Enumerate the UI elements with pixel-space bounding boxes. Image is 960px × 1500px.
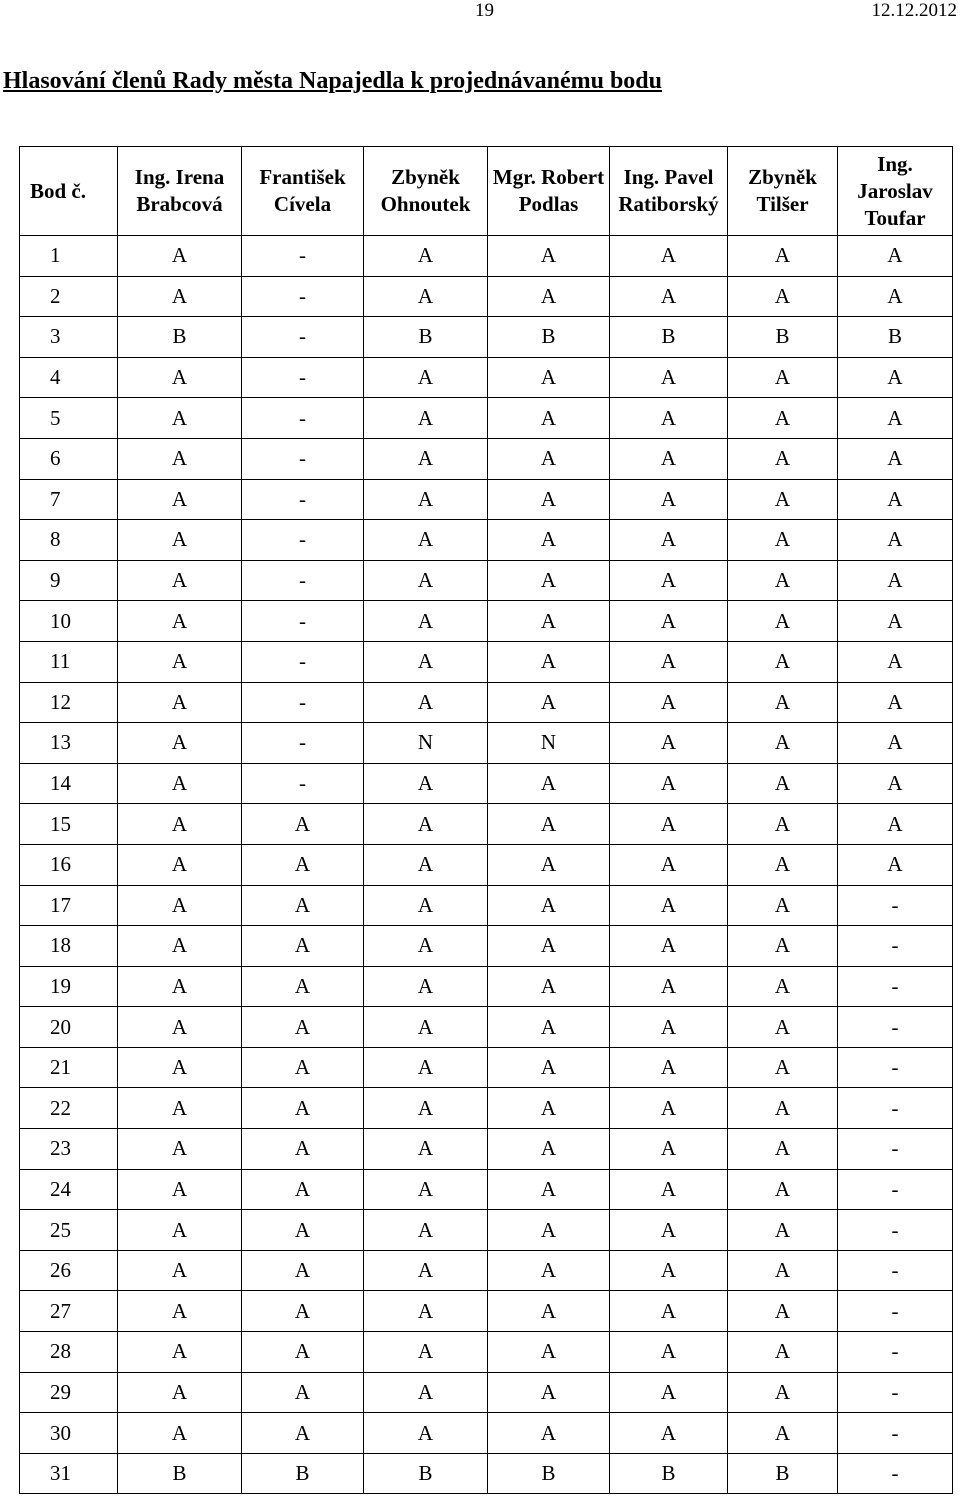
vote-cell: A: [242, 1007, 364, 1048]
column-header-member: Ing. Jaroslav Toufar: [838, 147, 953, 236]
vote-cell: A: [242, 1413, 364, 1454]
vote-cell: A: [118, 520, 242, 561]
vote-cell: -: [242, 398, 364, 439]
vote-cell: A: [610, 844, 728, 885]
vote-cell: -: [242, 276, 364, 317]
vote-cell: A: [610, 1007, 728, 1048]
table-row: [20, 601, 953, 642]
vote-cell: A: [488, 1047, 610, 1088]
table-row: [20, 357, 953, 398]
vote-cell: A: [488, 1169, 610, 1210]
table-header-row: [20, 147, 953, 236]
vote-cell: -: [242, 520, 364, 561]
vote-cell: A: [728, 276, 838, 317]
vote-cell: A: [364, 1332, 488, 1373]
vote-cell: A: [728, 926, 838, 967]
vote-cell: -: [242, 763, 364, 804]
vote-cell: A: [364, 357, 488, 398]
vote-cell: A: [838, 844, 953, 885]
table-row: [20, 885, 953, 926]
vote-cell: -: [242, 641, 364, 682]
vote-cell: A: [488, 763, 610, 804]
item-number-cell: 4: [20, 357, 118, 398]
item-number-cell: 16: [20, 844, 118, 885]
vote-cell: A: [364, 1413, 488, 1454]
item-number-cell: 13: [20, 723, 118, 764]
vote-cell: A: [838, 479, 953, 520]
vote-cell: A: [610, 1088, 728, 1129]
vote-cell: -: [242, 438, 364, 479]
vote-cell: A: [610, 1169, 728, 1210]
vote-cell: A: [838, 560, 953, 601]
page-title: Hlasování členů Rady města Napajedla k projednávanému bodu: [3, 68, 662, 94]
vote-cell: A: [610, 357, 728, 398]
vote-cell: A: [364, 1372, 488, 1413]
vote-cell: B: [728, 317, 838, 358]
vote-cell: -: [242, 236, 364, 277]
vote-cell: A: [242, 1332, 364, 1373]
vote-cell: A: [610, 601, 728, 642]
vote-cell: B: [118, 317, 242, 358]
vote-cell: A: [118, 1372, 242, 1413]
item-number-cell: 7: [20, 479, 118, 520]
vote-cell: A: [728, 1413, 838, 1454]
vote-cell: A: [364, 479, 488, 520]
vote-cell: A: [242, 1169, 364, 1210]
vote-cell: -: [242, 317, 364, 358]
vote-cell: A: [364, 1129, 488, 1170]
vote-cell: A: [610, 560, 728, 601]
vote-cell: A: [728, 1372, 838, 1413]
vote-cell: B: [488, 317, 610, 358]
table-row: [20, 1372, 953, 1413]
column-header-member: Zbyněk Tilšer: [728, 147, 838, 236]
vote-cell: A: [118, 1169, 242, 1210]
item-number-cell: 19: [20, 966, 118, 1007]
item-number-cell: 17: [20, 885, 118, 926]
vote-cell: A: [610, 926, 728, 967]
table-body: [20, 236, 953, 1494]
vote-cell: A: [488, 885, 610, 926]
vote-cell: -: [838, 1169, 953, 1210]
vote-cell: A: [364, 560, 488, 601]
vote-cell: A: [610, 1250, 728, 1291]
vote-cell: A: [118, 1332, 242, 1373]
vote-cell: A: [118, 479, 242, 520]
vote-cell: A: [242, 1250, 364, 1291]
vote-cell: A: [488, 641, 610, 682]
vote-cell: A: [728, 1007, 838, 1048]
table-row: [20, 398, 953, 439]
page-number: 19: [475, 0, 494, 21]
item-number-cell: 14: [20, 763, 118, 804]
item-number-cell: 30: [20, 1413, 118, 1454]
vote-cell: A: [488, 682, 610, 723]
vote-cell: A: [610, 1332, 728, 1373]
vote-cell: A: [364, 1210, 488, 1251]
vote-cell: A: [728, 479, 838, 520]
item-number-cell: 26: [20, 1250, 118, 1291]
vote-cell: A: [242, 804, 364, 845]
vote-cell: A: [728, 236, 838, 277]
vote-cell: A: [488, 844, 610, 885]
vote-cell: A: [118, 560, 242, 601]
vote-cell: -: [838, 1210, 953, 1251]
vote-cell: A: [364, 1169, 488, 1210]
vote-cell: A: [242, 1047, 364, 1088]
vote-cell: A: [364, 763, 488, 804]
table-row: [20, 682, 953, 723]
table-row: [20, 723, 953, 764]
vote-cell: A: [728, 1169, 838, 1210]
vote-cell: A: [728, 1129, 838, 1170]
vote-cell: A: [728, 723, 838, 764]
vote-cell: A: [610, 1047, 728, 1088]
vote-cell: A: [118, 1007, 242, 1048]
vote-cell: A: [728, 682, 838, 723]
vote-cell: A: [610, 1372, 728, 1413]
vote-cell: -: [838, 1088, 953, 1129]
vote-cell: A: [118, 1047, 242, 1088]
table-row: [20, 438, 953, 479]
vote-cell: A: [838, 276, 953, 317]
vote-cell: A: [610, 479, 728, 520]
vote-cell: A: [610, 276, 728, 317]
item-number-cell: 10: [20, 601, 118, 642]
item-number-cell: 5: [20, 398, 118, 439]
vote-cell: A: [488, 1129, 610, 1170]
vote-cell: A: [488, 560, 610, 601]
column-header-member: Mgr. Robert Podlas: [488, 147, 610, 236]
vote-cell: -: [838, 1413, 953, 1454]
vote-cell: A: [488, 1250, 610, 1291]
vote-cell: A: [728, 520, 838, 561]
vote-cell: A: [364, 1088, 488, 1129]
vote-cell: -: [838, 1047, 953, 1088]
vote-cell: A: [838, 804, 953, 845]
vote-cell: A: [488, 1210, 610, 1251]
vote-cell: -: [242, 601, 364, 642]
vote-cell: A: [118, 885, 242, 926]
item-number-cell: 9: [20, 560, 118, 601]
vote-cell: -: [838, 966, 953, 1007]
item-number-cell: 15: [20, 804, 118, 845]
vote-cell: B: [610, 317, 728, 358]
vote-cell: A: [838, 601, 953, 642]
vote-cell: A: [488, 236, 610, 277]
vote-cell: A: [364, 1007, 488, 1048]
item-number-cell: 3: [20, 317, 118, 358]
table-row: [20, 560, 953, 601]
vote-cell: A: [838, 438, 953, 479]
vote-cell: A: [728, 601, 838, 642]
vote-cell: A: [364, 926, 488, 967]
table-row: [20, 1007, 953, 1048]
vote-cell: B: [364, 1453, 488, 1494]
table-row: [20, 804, 953, 845]
vote-cell: A: [364, 1291, 488, 1332]
vote-cell: -: [838, 1007, 953, 1048]
vote-cell: A: [118, 966, 242, 1007]
vote-cell: A: [488, 601, 610, 642]
vote-cell: A: [728, 763, 838, 804]
vote-cell: A: [118, 723, 242, 764]
vote-cell: A: [118, 804, 242, 845]
vote-cell: A: [118, 1210, 242, 1251]
vote-cell: A: [488, 1372, 610, 1413]
vote-cell: A: [488, 1007, 610, 1048]
vote-cell: B: [728, 1453, 838, 1494]
table-row: [20, 1413, 953, 1454]
table-row: [20, 236, 953, 277]
vote-cell: A: [610, 804, 728, 845]
column-header-member: Zbyněk Ohnoutek: [364, 147, 488, 236]
vote-cell: A: [242, 926, 364, 967]
vote-cell: A: [728, 1332, 838, 1373]
vote-cell: -: [838, 1129, 953, 1170]
vote-cell: A: [364, 804, 488, 845]
vote-cell: A: [364, 236, 488, 277]
vote-cell: A: [118, 641, 242, 682]
vote-cell: B: [610, 1453, 728, 1494]
vote-cell: A: [728, 357, 838, 398]
vote-cell: -: [242, 723, 364, 764]
table-row: [20, 479, 953, 520]
vote-cell: A: [838, 641, 953, 682]
column-header-member: Ing. Pavel Ratiborský: [610, 147, 728, 236]
item-number-cell: 18: [20, 926, 118, 967]
table-row: [20, 1453, 953, 1494]
vote-cell: A: [610, 1129, 728, 1170]
item-number-cell: 27: [20, 1291, 118, 1332]
table-row: [20, 641, 953, 682]
vote-cell: A: [728, 560, 838, 601]
item-number-cell: 12: [20, 682, 118, 723]
vote-cell: A: [728, 885, 838, 926]
vote-cell: A: [364, 966, 488, 1007]
vote-cell: A: [728, 1250, 838, 1291]
document-date: 12.12.2012: [871, 0, 957, 21]
vote-cell: A: [488, 520, 610, 561]
item-number-cell: 24: [20, 1169, 118, 1210]
column-header-bod: Bod č.: [20, 147, 118, 236]
item-number-cell: 8: [20, 520, 118, 561]
item-number-cell: 11: [20, 641, 118, 682]
vote-cell: -: [838, 1453, 953, 1494]
vote-cell: A: [728, 844, 838, 885]
table-row: [20, 1047, 953, 1088]
vote-cell: A: [118, 1413, 242, 1454]
vote-cell: A: [488, 1291, 610, 1332]
vote-cell: A: [488, 276, 610, 317]
vote-cell: A: [838, 723, 953, 764]
table-row: [20, 1169, 953, 1210]
vote-cell: A: [488, 1332, 610, 1373]
vote-cell: A: [118, 1088, 242, 1129]
vote-cell: A: [242, 844, 364, 885]
vote-cell: A: [242, 1088, 364, 1129]
table-row: [20, 763, 953, 804]
vote-cell: A: [118, 844, 242, 885]
vote-cell: A: [118, 601, 242, 642]
vote-cell: A: [488, 1413, 610, 1454]
vote-cell: A: [610, 236, 728, 277]
item-number-cell: 29: [20, 1372, 118, 1413]
item-number-cell: 1: [20, 236, 118, 277]
vote-cell: A: [728, 398, 838, 439]
vote-cell: A: [118, 682, 242, 723]
vote-cell: N: [364, 723, 488, 764]
vote-cell: A: [610, 763, 728, 804]
column-header-member: František Cívela: [242, 147, 364, 236]
vote-cell: A: [488, 438, 610, 479]
item-number-cell: 28: [20, 1332, 118, 1373]
vote-cell: A: [364, 398, 488, 439]
table-row: [20, 844, 953, 885]
item-number-cell: 23: [20, 1129, 118, 1170]
vote-cell: -: [242, 357, 364, 398]
vote-cell: A: [364, 885, 488, 926]
item-number-cell: 20: [20, 1007, 118, 1048]
vote-cell: A: [838, 520, 953, 561]
vote-cell: N: [488, 723, 610, 764]
vote-cell: B: [242, 1453, 364, 1494]
vote-cell: A: [488, 357, 610, 398]
table-row: [20, 1210, 953, 1251]
vote-cell: A: [838, 398, 953, 439]
vote-cell: A: [118, 357, 242, 398]
vote-cell: A: [242, 1372, 364, 1413]
vote-cell: A: [610, 966, 728, 1007]
vote-cell: A: [364, 682, 488, 723]
vote-cell: A: [118, 398, 242, 439]
vote-cell: A: [838, 763, 953, 804]
vote-cell: A: [728, 438, 838, 479]
vote-cell: A: [488, 804, 610, 845]
vote-cell: A: [364, 844, 488, 885]
table-row: [20, 926, 953, 967]
vote-cell: A: [242, 1129, 364, 1170]
vote-cell: A: [364, 601, 488, 642]
vote-cell: A: [118, 438, 242, 479]
vote-cell: A: [838, 357, 953, 398]
vote-cell: A: [364, 520, 488, 561]
vote-cell: A: [728, 966, 838, 1007]
vote-cell: A: [610, 641, 728, 682]
table-row: [20, 1129, 953, 1170]
vote-cell: -: [838, 1291, 953, 1332]
vote-cell: A: [118, 1129, 242, 1170]
vote-cell: A: [488, 479, 610, 520]
item-number-cell: 2: [20, 276, 118, 317]
vote-cell: -: [242, 479, 364, 520]
vote-cell: A: [728, 804, 838, 845]
vote-cell: -: [838, 1250, 953, 1291]
table-row: [20, 1332, 953, 1373]
vote-cell: A: [728, 1210, 838, 1251]
vote-cell: A: [728, 1291, 838, 1332]
vote-cell: A: [610, 1291, 728, 1332]
vote-cell: A: [488, 398, 610, 439]
item-number-cell: 31: [20, 1453, 118, 1494]
voting-table: [19, 146, 953, 1494]
vote-cell: A: [610, 682, 728, 723]
vote-cell: A: [610, 438, 728, 479]
vote-cell: A: [610, 1210, 728, 1251]
vote-cell: A: [728, 1047, 838, 1088]
vote-cell: A: [728, 641, 838, 682]
table-row: [20, 1250, 953, 1291]
vote-cell: -: [838, 885, 953, 926]
vote-cell: B: [118, 1453, 242, 1494]
vote-cell: A: [118, 763, 242, 804]
table-row: [20, 276, 953, 317]
vote-cell: -: [242, 560, 364, 601]
vote-cell: A: [610, 520, 728, 561]
vote-cell: A: [118, 276, 242, 317]
item-number-cell: 25: [20, 1210, 118, 1251]
item-number-cell: 22: [20, 1088, 118, 1129]
table-row: [20, 317, 953, 358]
vote-cell: A: [118, 236, 242, 277]
vote-cell: A: [242, 885, 364, 926]
table-row: [20, 966, 953, 1007]
vote-cell: A: [610, 1413, 728, 1454]
vote-cell: A: [838, 682, 953, 723]
vote-cell: A: [118, 926, 242, 967]
vote-cell: A: [488, 926, 610, 967]
vote-cell: A: [488, 1088, 610, 1129]
vote-cell: -: [242, 682, 364, 723]
vote-cell: B: [488, 1453, 610, 1494]
vote-cell: A: [242, 1291, 364, 1332]
vote-cell: A: [118, 1250, 242, 1291]
vote-cell: -: [838, 1372, 953, 1413]
column-header-member: Ing. Irena Brabcová: [118, 147, 242, 236]
vote-cell: A: [364, 276, 488, 317]
vote-cell: A: [364, 1250, 488, 1291]
vote-cell: A: [242, 1210, 364, 1251]
vote-cell: A: [364, 1047, 488, 1088]
table-row: [20, 520, 953, 561]
table-row: [20, 1291, 953, 1332]
vote-cell: B: [364, 317, 488, 358]
vote-cell: A: [118, 1291, 242, 1332]
vote-cell: A: [364, 641, 488, 682]
vote-cell: B: [838, 317, 953, 358]
vote-cell: A: [488, 966, 610, 1007]
item-number-cell: 21: [20, 1047, 118, 1088]
vote-cell: A: [242, 966, 364, 1007]
vote-cell: A: [610, 398, 728, 439]
vote-cell: A: [610, 885, 728, 926]
vote-cell: A: [728, 1088, 838, 1129]
vote-cell: -: [838, 1332, 953, 1373]
table-row: [20, 1088, 953, 1129]
vote-cell: A: [838, 236, 953, 277]
item-number-cell: 6: [20, 438, 118, 479]
vote-cell: A: [610, 723, 728, 764]
vote-cell: A: [364, 438, 488, 479]
vote-cell: -: [838, 926, 953, 967]
